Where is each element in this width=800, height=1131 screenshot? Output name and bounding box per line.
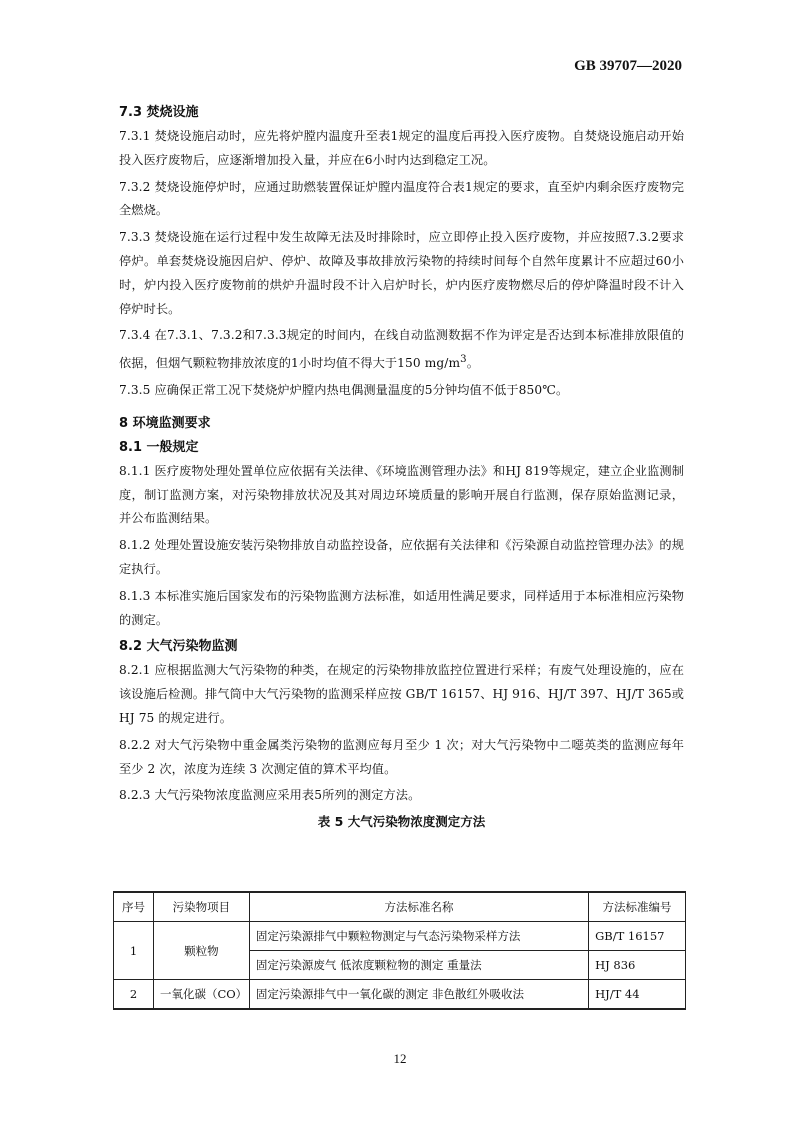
- cell-no: 2: [114, 980, 154, 1010]
- clause-8-2-2: 8.2.2 对大气污染物中重金属类污染物的监测应每月至少 1 次；对大气污染物中二噁英类的监测应每年至少 2 次，浓度为连续 3 次测定值的算术平均值。: [119, 737, 684, 776]
- table-row: [114, 922, 686, 951]
- page-number: 12: [393, 1051, 407, 1066]
- header-code: 方法标准编号: [589, 892, 686, 922]
- cell-item: 一氧化碳（CO）: [153, 980, 249, 1010]
- clause-7-3-4-end: 。: [466, 356, 479, 371]
- clause-8-1-2: 8.1.2 处理处置设施安装污染物排放自动监控设备，应依据有关法律和《污染源自动监控管理办法》的规定执行。: [119, 538, 684, 577]
- table-header-row: [114, 892, 686, 922]
- section-8-2-title: 8.2 大气污染物监测: [119, 639, 238, 655]
- clause-7-3-2: 7.3.2 焚烧设施停炉时，应通过助燃装置保证炉膛内温度符合表1规定的要求，直至炉内剩余医疗废物完全燃烧。: [119, 179, 684, 218]
- clause-8-1-1: 8.1.1 医疗废物处理处置单位应依据有关法律、《环境监测管理办法》和HJ 819等规定，建立企业监测制度，制订监测方案，对污染物排放状况及其对周边环境质量的影响开展自行监测，保存原始监测记录，并公布监测结果。: [119, 463, 684, 526]
- header-item: 污染物项目: [153, 892, 249, 922]
- header-method: 方法标准名称: [249, 892, 588, 922]
- clause-7-3-4-text: 7.3.4 在7.3.1、7.3.2和7.3.3规定的时间内，在线自动监测数据不作为评定是否达到本标准排放限值的依据，但烟气颗粒物排放浓度的1小时均值不得大于150 mg/m: [119, 328, 684, 371]
- section-7-3-title: 7.3 焚烧设施: [119, 105, 199, 120]
- document-body: [119, 101, 684, 836]
- cell-code: HJ/T 44: [589, 980, 686, 1010]
- cell-no: 1: [114, 922, 154, 980]
- clause-8-2-1: 8.2.1 应根据监测大气污染物的种类，在规定的污染物排放监控位置进行采样；有废气处理设施的，应在该设施后检测。排气筒中大气污染物的监测采样应按 GB/T 16157、HJ 916、HJ/T 397、HJ/T 365或 HJ 75 的规定进行。: [119, 663, 684, 725]
- clause-7-3-4: [119, 324, 684, 376]
- cell-method: 固定污染源废气 低浓度颗粒物的测定 重量法: [249, 951, 588, 980]
- section-8-1-title: 8.1 一般规定: [119, 439, 199, 455]
- cell-code: HJ 836: [589, 951, 686, 980]
- standard-code: GB 39707—2020: [574, 58, 682, 74]
- table-row: [114, 980, 686, 1010]
- cell-item: 颗粒物: [153, 922, 249, 980]
- header-no: 序号: [114, 892, 154, 922]
- table-5: [113, 891, 686, 1010]
- cell-code: GB/T 16157: [589, 922, 686, 951]
- clause-8-2-3: 8.2.3 大气污染物浓度监测应采用表5所列的测定方法。: [119, 788, 421, 803]
- cell-method: 固定污染源排气中一氧化碳的测定 非色散红外吸收法: [249, 980, 588, 1010]
- clause-7-3-5: 7.3.5 应确保正常工况下焚烧炉炉膛内热电偶测量温度的5分钟均值不低于850℃。: [119, 383, 569, 398]
- section-8-title: 8 环境监测要求: [119, 415, 211, 431]
- cell-method: 固定污染源排气中颗粒物测定与气态污染物采样方法: [249, 922, 588, 951]
- clause-7-3-1: 7.3.1 焚烧设施启动时，应先将炉膛内温度升至表1规定的温度后再投入医疗废物。自焚烧设施启动开始投入医疗废物后，应逐渐增加投入量，并应在6小时内达到稳定工况。: [119, 129, 684, 167]
- unit-superscript: 3: [460, 354, 467, 366]
- table-5-caption: 表 5 大气污染物浓度测定方法: [317, 814, 486, 830]
- clause-7-3-3: 7.3.3 焚烧设施在运行过程中发生故障无法及时排除时，应立即停止投入医疗废物，并应按照7.3.2要求停炉。单套焚烧设施因启炉、停炉、故障及事故排放污染物的持续时间每个自然年度累计不应超过60小时，炉内投入医疗废物前的烘炉升温时段不计入启炉时长，炉内医疗废物燃尽后的停炉降温时段不计入停炉时长。: [119, 230, 684, 316]
- clause-8-1-3: 8.1.3 本标准实施后国家发布的污染物监测方法标准，如适用性满足要求，同样适用于本标准相应污染物的测定。: [119, 588, 684, 627]
